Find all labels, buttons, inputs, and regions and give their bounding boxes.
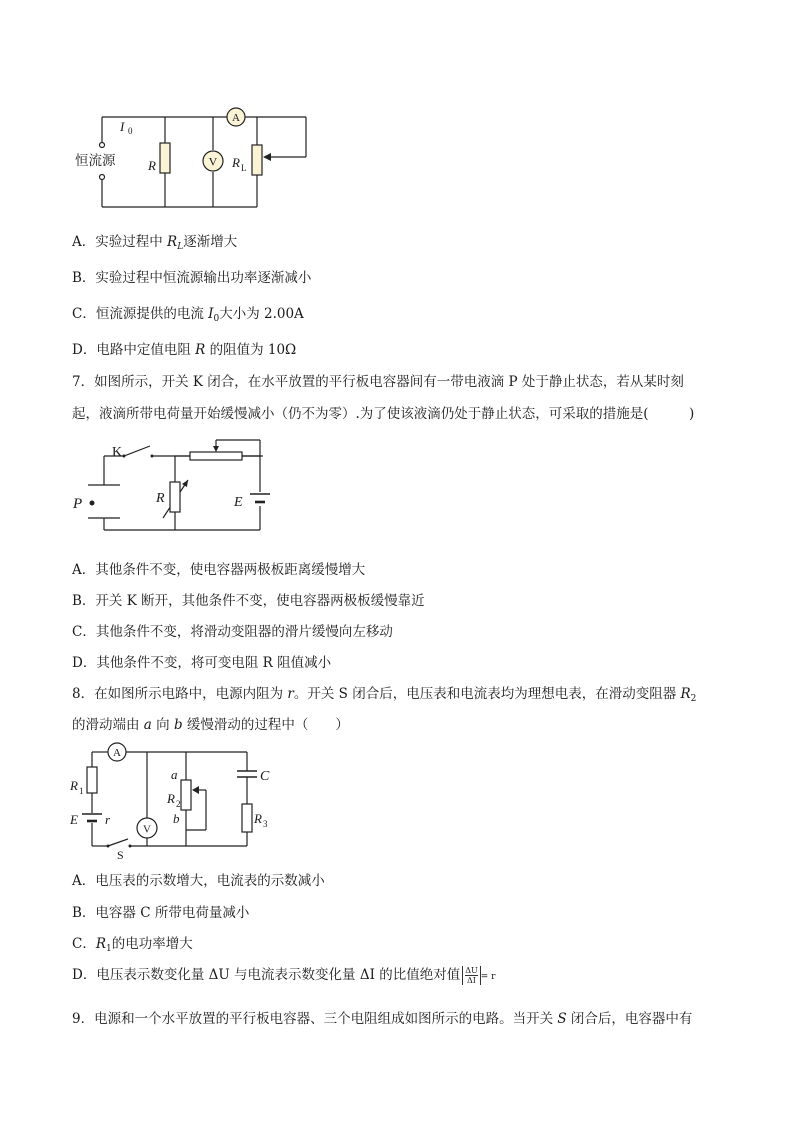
svg-text:V: V <box>208 154 218 169</box>
q6-option-b[interactable]: B．实验过程中恒流源输出功率逐渐减小 <box>72 270 312 286</box>
svg-text:b: b <box>173 811 180 826</box>
circuit-figure-1 <box>70 100 320 220</box>
svg-text:S: S <box>117 848 124 862</box>
svg-text:r: r <box>105 812 111 827</box>
ammeter-icon <box>108 743 126 761</box>
voltmeter-icon <box>203 151 223 171</box>
q9-stem-line1: 9．电源和一个水平放置的平行板电容器、三个电阻组成如图所示的电路。当开关 S 闭合后，电容器中有 <box>72 1011 693 1027</box>
q7-option-c[interactable]: C．其他条件不变，将滑动变阻器的滑片缓慢向左移动 <box>72 624 393 640</box>
ammeter-icon <box>227 108 245 126</box>
q6-option-d[interactable]: D．电路中定值电阻 R 的阻值为 10Ω <box>72 342 297 358</box>
circuit-figure-2 <box>70 440 290 540</box>
svg-text:C: C <box>260 769 270 784</box>
voltmeter-icon <box>137 818 157 838</box>
droplet-p-label: P <box>73 496 83 512</box>
switch-k-label: K <box>112 445 123 460</box>
svg-text:2: 2 <box>176 799 181 809</box>
svg-text:a: a <box>171 767 178 782</box>
svg-text:V: V <box>143 823 151 836</box>
q8-option-a[interactable]: A．电压表的示数增大，电流表的示数减小 <box>72 873 325 889</box>
circuit-figure-3 <box>70 740 290 865</box>
svg-text:A: A <box>113 747 121 759</box>
i0-label: I <box>120 119 125 134</box>
q7-option-a[interactable]: A．其他条件不变，使电容器两极板距离缓慢增大 <box>72 562 366 578</box>
q8-stem-line2: 的滑动端由 a 向 b 缓慢滑动的过程中（ ） <box>72 717 349 733</box>
q8-stem-line1: 8．在如图所示电路中，电源内阻为 r。开关 S 闭合后，电压表和电流表均为理想电表，在滑动变阻器 $R_2$ <box>72 686 697 704</box>
q7-stem-line1: 7．如图所示，开关 K 闭合，在水平放置的平行板电容器间有一带电液滴 P 处于静止状态，若从某时刻 <box>72 374 684 390</box>
q7-option-b[interactable]: B．开关 K 断开，其他条件不变，使电容器两极板缓慢靠近 <box>72 593 425 609</box>
svg-text:R: R <box>70 778 78 793</box>
rl-label: R <box>232 155 240 170</box>
resistor-r-label: R <box>156 491 165 506</box>
rl-sub: L <box>241 163 247 173</box>
svg-text:R: R <box>254 811 262 826</box>
q8-option-b[interactable]: B．电容器 C 所带电荷量减小 <box>72 905 250 921</box>
svg-text:1: 1 <box>79 786 84 796</box>
source-label: 恒流源 <box>75 153 116 169</box>
r-label: R <box>148 158 156 173</box>
q6-option-c[interactable]: C．恒流源提供的电流 $I_0$大小为 2.00A <box>72 306 304 324</box>
q7-option-d[interactable]: D．其他条件不变，将可变电阻 R 阻值减小 <box>72 655 332 671</box>
q7-stem-line2: 起，液滴所带电荷量开始缓慢减小（仍不为零）.为了使该液滴仍处于静止状态，可采取的措施是( ) <box>72 406 695 422</box>
fraction: $\frac{\Delta U}{\Delta I}$ <box>462 966 481 985</box>
svg-text:R: R <box>167 791 175 806</box>
q8-option-d[interactable]: D．电压表示数变化量 ΔU 与电流表示数变化量 ΔI 的比值绝对值 $\frac{\Delta U}{\Delta I}$ = r <box>72 966 496 985</box>
svg-text:A: A <box>232 112 240 124</box>
i0-sub: 0 <box>128 126 133 136</box>
svg-text:3: 3 <box>263 819 268 829</box>
q8-option-c[interactable]: C．$R_1$的电功率增大 <box>72 936 193 954</box>
battery-e-label: E <box>234 495 243 510</box>
svg-text:E: E <box>70 812 78 827</box>
q6-option-a[interactable]: A．实验过程中 $R_L$逐渐增大 <box>72 234 238 252</box>
